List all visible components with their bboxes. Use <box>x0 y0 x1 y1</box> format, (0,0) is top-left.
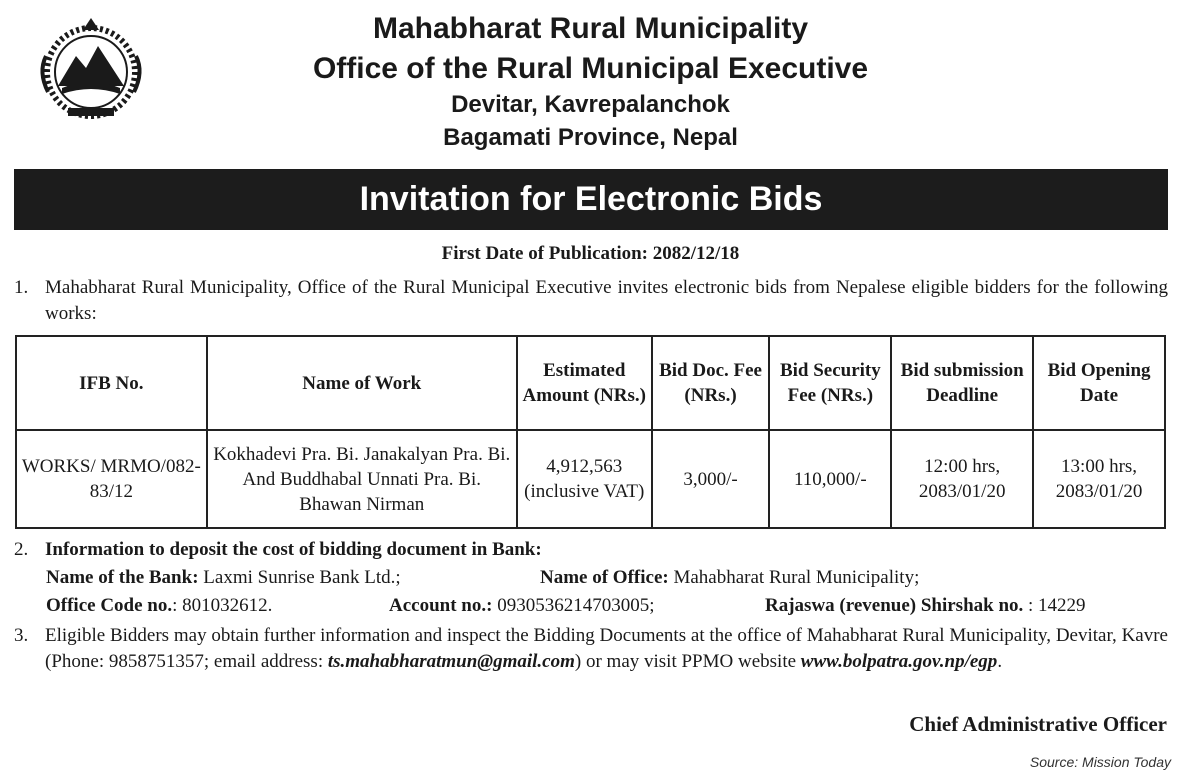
cell-security: 110,000/- <box>769 430 891 528</box>
publication-label: First Date of Publication: <box>441 243 648 264</box>
section-3-text-b: ) or may visit PPMO website <box>574 651 801 672</box>
cell-amount: 4,912,563 (inclusive VAT) <box>517 430 652 528</box>
section-3 <box>14 623 1168 675</box>
table-row <box>16 430 1165 528</box>
section-3-text <box>45 623 1168 675</box>
cell-deadline: 12:00 hrs, 2083/01/20 <box>891 430 1033 528</box>
office-province: Bagamati Province, Nepal <box>443 124 738 151</box>
municipality-name: Mahabharat Rural Municipality <box>372 12 809 45</box>
table-header-row <box>16 336 1165 430</box>
section-3-number: 3. <box>14 625 29 646</box>
signature-title: Chief Administrative Officer <box>909 712 1167 736</box>
bank-name-label: Name of the Bank: <box>46 567 199 588</box>
account-line <box>389 595 654 617</box>
cell-work: Kokhadevi Pra. Bi. Janakalyan Pra. Bi. And Buddhabal Unnati Pra. Bi. Bhawan Nirman <box>207 430 517 528</box>
col-work-header: Name of Work <box>207 336 517 430</box>
account-label: Account no.: <box>389 595 493 616</box>
section-2-number: 2. <box>14 539 29 560</box>
website-link[interactable]: www.bolpatra.gov.np/egp <box>800 651 998 672</box>
office-code-value: : 801032612. <box>172 595 273 616</box>
section-3-text-c: . <box>997 651 1003 672</box>
col-ifb-header: IFB No. <box>16 336 207 430</box>
office-name: Office of the Rural Municipal Executive <box>312 52 869 85</box>
col-security-header: Bid Security Fee (NRs.) <box>769 336 891 430</box>
rajaswa-line <box>765 595 1086 617</box>
section-2 <box>14 537 1168 563</box>
publication-date: 2082/12/18 <box>652 243 740 264</box>
cell-docfee: 3,000/- <box>652 430 770 528</box>
notice-title-banner: Invitation for Electronic Bids <box>14 169 1168 230</box>
office-code-label: Office Code no. <box>46 595 173 616</box>
bids-table <box>15 335 1166 529</box>
rajaswa-value: : 14229 <box>1028 595 1086 616</box>
publication-date-line <box>0 243 1181 265</box>
account-value: 0930536214703005; <box>497 595 655 616</box>
source-credit: Source: Mission Today <box>1029 754 1171 770</box>
office-location: Devitar, Kavrepalanchok <box>451 91 730 118</box>
section-1-number: 1. <box>14 277 29 298</box>
section-1-text: Mahabharat Rural Municipality, Office of the Rural Municipal Executive invites electronic bids from Nepalese eligible bidders for the following works: <box>45 277 1168 324</box>
office-name-label: Name of Office: <box>540 567 669 588</box>
col-amount-header: Estimated Amount (NRs.) <box>517 336 652 430</box>
bank-name-value: Laxmi Sunrise Bank Ltd.; <box>203 567 401 588</box>
col-deadline-header: Bid submission Deadline <box>891 336 1033 430</box>
office-name-line <box>540 567 919 589</box>
rajaswa-label: Rajaswa (revenue) Shirshak no. <box>765 595 1024 616</box>
col-opening-header: Bid Opening Date <box>1033 336 1165 430</box>
section-1 <box>14 275 1168 327</box>
bank-name-line <box>46 567 401 589</box>
section-3-text-a: Eligible Bidders may obtain further information and inspect the Bidding Documents at the office of Mahabharat Rural Municipality, Devitar, Kavre (Phone: 9858751357; email address: <box>45 625 1168 672</box>
cell-ifb: WORKS/ MRMO/082-83/12 <box>16 430 207 528</box>
office-code-line <box>46 595 272 617</box>
office-name-value: Mahabharat Rural Municipality; <box>673 567 920 588</box>
cell-opening: 13:00 hrs, 2083/01/20 <box>1033 430 1165 528</box>
section-2-title: Information to deposit the cost of bidding document in Bank: <box>45 539 542 560</box>
email-link[interactable]: ts.mahabharatmun@gmail.com <box>327 651 575 672</box>
col-docfee-header: Bid Doc. Fee (NRs.) <box>652 336 770 430</box>
